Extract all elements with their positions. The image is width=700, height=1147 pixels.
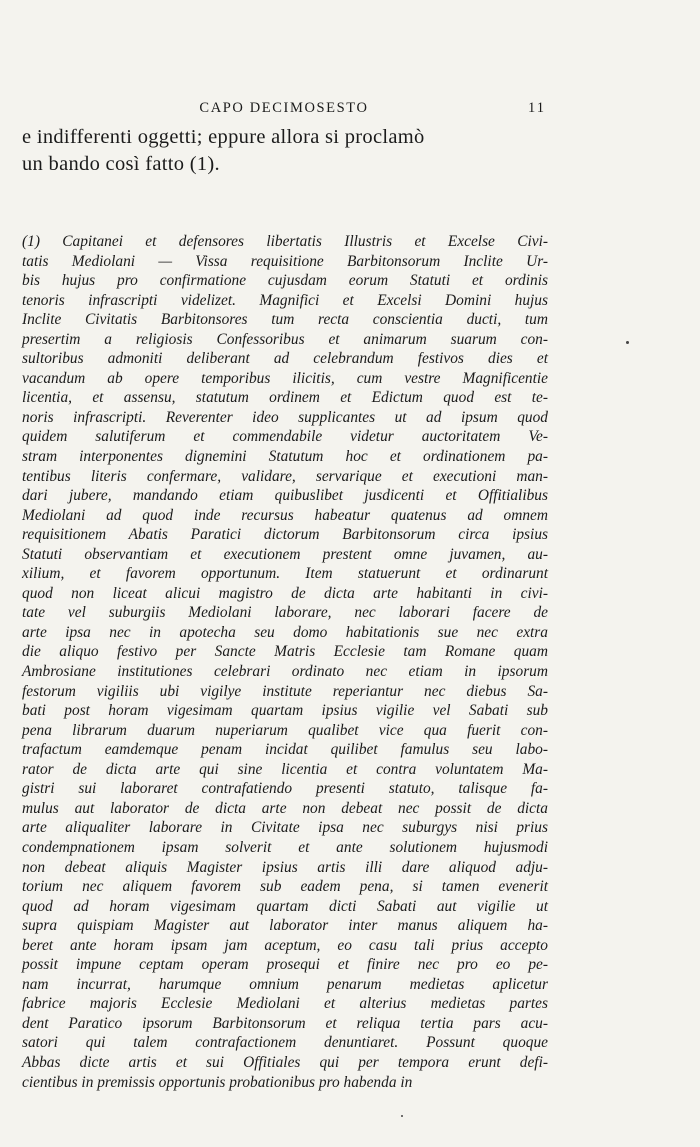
footnote-line: arte aliqualiter laborare in Civitate ipsa nec suburgys nisi prius <box>22 819 548 837</box>
footnote-line: dari jubere, mandando etiam quibuslibet jusdicenti et Offitialibus <box>22 487 548 505</box>
footnote-line: condempnationem ipsam solverit et ante solutionem hujusmodi <box>22 838 548 856</box>
footnote-line: festorum vigiliis ubi vigilye institute reperiantur nec diebus Sa- <box>22 682 548 700</box>
footnote-line: die aliquo festivo per Sancte Matris Ecclesie tam Romane quam <box>22 643 548 661</box>
footnote-line: quod ad horam vigesimam quartam dicti Sabati aut vigilie ut <box>22 897 548 915</box>
footnote-line: xilium, et favorem opportunum. Item statuerunt et ordinarunt <box>22 565 548 583</box>
footnote-line: Inclite Civitatis Barbitonsores tum recta conscientia ducti, tum <box>22 311 548 329</box>
footnote-line: Ambrosiane institutiones celebrari ordinato nec etiam in ipsorum <box>22 663 548 681</box>
footnote-line: possit impune ceptam operam prosequi et finire nec pro eo pe- <box>22 956 548 974</box>
footnote-line: stram interponentes dignemini Statutum hoc et ordinationem pa- <box>22 448 548 466</box>
footnote-line: rator de dicta arte qui sine licentia et contra voluntatem Ma- <box>22 760 548 778</box>
footnote-line: noris infrascripti. Reverenter ideo supplicantes ut ad ipsum quod <box>22 408 548 426</box>
footnote-line: torium nec aliquem favorem sub eadem pena, si tamen evenerit <box>22 878 548 896</box>
chapter-title: CAPO DECIMOSESTO <box>199 100 369 116</box>
footnote-line: nam incurrat, harumque omnium penarum medietas aplicetur <box>22 975 548 993</box>
footnote-line: vacandum ab opere temporibus ilicitis, cum vestre Magnificentie <box>22 369 548 387</box>
print-speck <box>401 1115 403 1117</box>
footnote-line: pena librarum duarum nuperiarum qualibet vice qua fuerit con- <box>22 721 548 739</box>
page-number: 11 <box>528 100 546 116</box>
footnote-line: satori qui talem contrafactionem denuntiaret. Possunt quoque <box>22 1034 548 1052</box>
text-line: un bando così fatto (1). <box>22 153 220 175</box>
footnote-line: presertim a religiosis Confessoribus et animarum suarum con- <box>22 330 548 348</box>
footnote-line: tenoris infrascripti videlizet. Magnifici et Excelsi Domini hujus <box>22 291 548 309</box>
footnote-line: tatis Mediolani — Vissa requisitione Barbitonsorum Inclite Ur- <box>22 252 548 270</box>
footnote-line: tentibus literis confermare, validare, servarique et executioni man- <box>22 467 548 485</box>
text-line: e indifferenti oggetti; eppure allora si proclamò <box>22 126 425 148</box>
footnote-line: mulus aut laborator de dicta arte non debeat nec possit de dicta <box>22 799 548 817</box>
footnote-line: quod non liceat alicui magistro de dicta arte habitanti in civi- <box>22 584 548 602</box>
footnote-line: gistri sui laboraret contrafatiendo presenti statuto, talisque fa- <box>22 780 548 798</box>
footnote-line: bis hujus pro confirmatione cujusdam eorum Statuti et ordinis <box>22 272 548 290</box>
footnote-line: non debeat aliquis Magister ipsius artis illi dare aliquod adju- <box>22 858 548 876</box>
footnote-line: cientibus in premissis opportunis probationibus pro habenda in <box>22 1073 413 1091</box>
footnote-line: licentia, et assensu, statutum ordinem et Edictum quod est te- <box>22 389 548 407</box>
footnote-line: quidem salutiferum et commendabile videtur auctoritatem Ve- <box>22 428 548 446</box>
footnote-line: Mediolani ad quod inde recursus habeatur quatenus ad omnem <box>22 506 548 524</box>
footnote-line: tate vel suburgiis Mediolani laborare, nec laborari facere de <box>22 604 548 622</box>
footnote-line: Statuti observantiam et executionem prestent omne juvamen, au- <box>22 545 548 563</box>
footnote-line: beret ante horam ipsam jam aceptum, eo casu tali prius accepto <box>22 936 548 954</box>
print-speck <box>626 341 629 344</box>
footnote-line: trafactum eamdemque penam incidat quilibet famulus seu labo- <box>22 741 548 759</box>
footnote-line: fabrice majoris Ecclesie Mediolani et alterius medietas partes <box>22 995 548 1013</box>
footnote <box>22 232 548 1092</box>
footnote-line: dent Paratico ipsorum Barbitonsorum et reliqua tertia pars acu- <box>22 1014 548 1032</box>
footnote-line: (1) Capitanei et defensores libertatis Illustris et Excelse Civi- <box>22 233 548 250</box>
footnote-line: requisitionem Abatis Paratici dictorum Barbitonsorum circa ipsius <box>22 526 548 544</box>
footnote-line: sultoribus admoniti deliberant ad celebrandum festivos dies et <box>22 350 548 368</box>
running-header <box>22 100 546 122</box>
footnote-line: bati post horam vigesimam quartam ipsius vigilie vel Sabati sub <box>22 702 548 720</box>
footnote-line: supra quispiam Magister aut laborator inter manus aliquem ha- <box>22 917 548 935</box>
footnote-line: Abbas dicte artis et sui Offitiales qui per tempora erunt defi- <box>22 1053 548 1071</box>
footnote-line: arte ipsa nec in apotecha seu domo habitationis sue nec extra <box>22 623 548 641</box>
main-text <box>22 124 548 178</box>
